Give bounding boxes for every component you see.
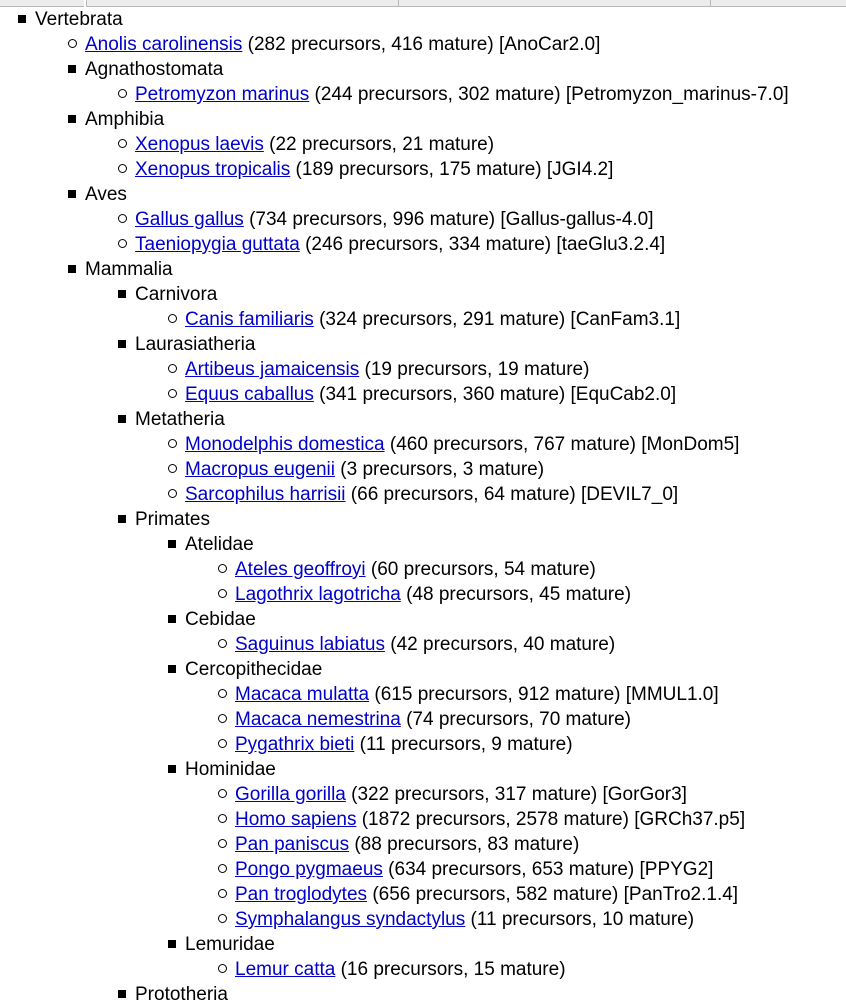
taxon-label: Cebidae — [185, 609, 256, 630]
species-entry — [235, 957, 566, 982]
circle-bullet-icon — [168, 314, 177, 323]
species-stats: (734 precursors, 996 mature) [Gallus-gallus-4.0] — [249, 209, 654, 230]
species-entry — [135, 132, 494, 157]
taxon-label: Metatheria — [135, 409, 225, 430]
square-bullet-icon — [68, 115, 76, 123]
species-link[interactable]: Gorilla gorilla — [235, 784, 346, 805]
taxon-list-item — [0, 7, 846, 32]
species-link[interactable]: Xenopus laevis — [135, 134, 264, 155]
species-list-item — [0, 807, 846, 832]
species-entry — [185, 482, 678, 507]
species-link[interactable]: Saguinus labiatus — [235, 634, 385, 655]
species-entry — [235, 907, 694, 932]
species-stats: (656 precursors, 582 mature) [PanTro2.1.4] — [372, 884, 739, 905]
taxon-list-item — [0, 282, 846, 307]
species-entry — [135, 157, 613, 182]
square-bullet-icon — [118, 290, 126, 298]
circle-bullet-icon — [168, 439, 177, 448]
circle-bullet-icon — [168, 389, 177, 398]
species-link[interactable]: Artibeus jamaicensis — [185, 359, 360, 380]
species-link[interactable]: Homo sapiens — [235, 809, 357, 830]
top-tab-2[interactable] — [86, 0, 398, 7]
species-entry — [235, 732, 573, 757]
circle-bullet-icon — [118, 239, 127, 248]
taxon-list-item — [0, 57, 846, 82]
taxon-label: Carnivora — [135, 284, 218, 305]
species-stats: (3 precursors, 3 mature) — [340, 459, 545, 480]
circle-bullet-icon — [218, 789, 227, 798]
taxon-list-item — [0, 757, 846, 782]
square-bullet-icon — [168, 940, 176, 948]
species-link[interactable]: Pygathrix bieti — [235, 734, 355, 755]
square-bullet-icon — [68, 65, 76, 73]
species-stats: (11 precursors, 10 mature) — [470, 909, 695, 930]
species-list-item — [0, 882, 846, 907]
species-link[interactable]: Anolis carolinensis — [85, 34, 243, 55]
species-entry — [135, 82, 789, 107]
species-link[interactable]: Monodelphis domestica — [185, 434, 385, 455]
circle-bullet-icon — [218, 739, 227, 748]
circle-bullet-icon — [118, 164, 127, 173]
circle-bullet-icon — [218, 714, 227, 723]
species-list-item — [0, 832, 846, 857]
taxon-label: Aves — [85, 184, 127, 205]
square-bullet-icon — [168, 665, 176, 673]
taxon-list-item — [0, 532, 846, 557]
circle-bullet-icon — [68, 39, 77, 48]
species-link[interactable]: Sarcophilus harrisii — [185, 484, 346, 505]
circle-bullet-icon — [218, 889, 227, 898]
circle-bullet-icon — [118, 89, 127, 98]
species-stats: (88 precursors, 83 mature) — [354, 834, 580, 855]
species-stats: (324 precursors, 291 mature) [CanFam3.1] — [319, 309, 681, 330]
circle-bullet-icon — [218, 839, 227, 848]
species-list-item — [0, 557, 846, 582]
square-bullet-icon — [68, 265, 76, 273]
taxon-label: Prototheria — [135, 984, 228, 1005]
species-stats: (74 precursors, 70 mature) — [406, 709, 631, 730]
square-bullet-icon — [168, 765, 176, 773]
taxon-list-item — [0, 932, 846, 957]
species-entry — [185, 307, 680, 332]
species-entry — [185, 457, 544, 482]
taxon-list-item — [0, 507, 846, 532]
taxon-label: Laurasiatheria — [135, 334, 256, 355]
species-list-item — [0, 857, 846, 882]
species-stats: (11 precursors, 9 mature) — [359, 734, 573, 755]
species-list-item — [0, 132, 846, 157]
species-list-item — [0, 632, 846, 657]
square-bullet-icon — [168, 615, 176, 623]
species-entry — [185, 357, 589, 382]
species-link[interactable]: Pongo pygmaeus — [235, 859, 383, 880]
species-link[interactable]: Lemur catta — [235, 959, 336, 980]
species-link[interactable]: Taeniopygia guttata — [135, 234, 300, 255]
species-entry — [235, 857, 713, 882]
species-list-item — [0, 382, 846, 407]
taxon-list-item — [0, 332, 846, 357]
species-list-item — [0, 707, 846, 732]
circle-bullet-icon — [218, 689, 227, 698]
species-stats: (66 precursors, 64 mature) [DEVIL7_0] — [350, 484, 679, 505]
species-link[interactable]: Lagothrix lagotricha — [235, 584, 401, 605]
circle-bullet-icon — [218, 914, 227, 923]
species-entry — [235, 582, 631, 607]
species-list-item — [0, 957, 846, 982]
circle-bullet-icon — [218, 964, 227, 973]
species-list-item — [0, 232, 846, 257]
species-stats: (19 precursors, 19 mature) — [364, 359, 590, 380]
species-link[interactable]: Petromyzon marinus — [135, 84, 310, 105]
species-entry — [135, 232, 665, 257]
species-list-item — [0, 582, 846, 607]
top-tab-3[interactable] — [398, 0, 710, 7]
taxon-label: Primates — [135, 509, 210, 530]
taxon-list-item — [0, 657, 846, 682]
species-stats: (48 precursors, 45 mature) — [406, 584, 632, 605]
species-link[interactable]: Macaca mulatta — [235, 684, 370, 705]
species-entry — [135, 207, 654, 232]
square-bullet-icon — [18, 15, 26, 23]
circle-bullet-icon — [218, 814, 227, 823]
circle-bullet-icon — [118, 214, 127, 223]
taxon-label: Vertebrata — [35, 9, 123, 30]
species-entry — [235, 782, 687, 807]
taxon-list-item — [0, 607, 846, 632]
species-entry — [185, 382, 676, 407]
circle-bullet-icon — [218, 639, 227, 648]
species-stats: (322 precursors, 317 mature) [GorGor3] — [351, 784, 687, 805]
species-list-item — [0, 732, 846, 757]
circle-bullet-icon — [218, 589, 227, 598]
species-list-item — [0, 482, 846, 507]
species-entry — [235, 707, 631, 732]
circle-bullet-icon — [168, 489, 177, 498]
taxon-label: Agnathostomata — [85, 59, 224, 80]
species-entry — [235, 557, 596, 582]
species-link[interactable]: Canis familiaris — [185, 309, 314, 330]
species-link[interactable]: Macaca nemestrina — [235, 709, 401, 730]
species-list-item — [0, 32, 846, 57]
species-stats: (615 precursors, 912 mature) [MMUL1.0] — [374, 684, 719, 705]
square-bullet-icon — [118, 990, 126, 998]
species-list-item — [0, 82, 846, 107]
species-stats: (22 precursors, 21 mature) — [269, 134, 495, 155]
taxon-label: Lemuridae — [185, 934, 275, 955]
circle-bullet-icon — [218, 864, 227, 873]
taxon-label: Atelidae — [185, 534, 254, 555]
circle-bullet-icon — [118, 139, 127, 148]
species-stats: (460 precursors, 767 mature) [MonDom5] — [389, 434, 740, 455]
species-stats: (246 precursors, 334 mature) [taeGlu3.2.4] — [305, 234, 666, 255]
species-link[interactable]: Gallus gallus — [135, 209, 244, 230]
species-link[interactable]: Pan troglodytes — [235, 884, 368, 905]
species-list-item — [0, 157, 846, 182]
top-tab-1[interactable] — [0, 0, 84, 7]
species-entry — [235, 807, 745, 832]
species-list-item — [0, 907, 846, 932]
species-entry — [85, 32, 600, 57]
species-stats: (16 precursors, 15 mature) — [340, 959, 566, 980]
species-stats: (60 precursors, 54 mature) — [370, 559, 596, 580]
species-link[interactable]: Equus caballus — [185, 384, 314, 405]
species-link[interactable]: Macropus eugenii — [185, 459, 335, 480]
species-stats: (341 precursors, 360 mature) [EquCab2.0] — [319, 384, 677, 405]
species-stats: (282 precursors, 416 mature) [AnoCar2.0] — [247, 34, 601, 55]
species-link[interactable]: Symphalangus syndactylus — [235, 909, 466, 930]
taxon-list-item — [0, 107, 846, 132]
species-stats: (634 precursors, 653 mature) [PPYG2] — [388, 859, 714, 880]
species-stats: (1872 precursors, 2578 mature) [GRCh37.p5] — [361, 809, 746, 830]
species-entry — [235, 682, 719, 707]
taxon-label: Hominidae — [185, 759, 276, 780]
species-list-item — [0, 432, 846, 457]
species-list-item — [0, 307, 846, 332]
taxon-list-item — [0, 182, 846, 207]
square-bullet-icon — [168, 540, 176, 548]
circle-bullet-icon — [168, 464, 177, 473]
square-bullet-icon — [118, 415, 126, 423]
square-bullet-icon — [118, 515, 126, 523]
circle-bullet-icon — [168, 364, 177, 373]
species-list-item — [0, 782, 846, 807]
species-list-item — [0, 457, 846, 482]
species-stats: (42 precursors, 40 mature) — [390, 634, 616, 655]
species-entry — [235, 882, 738, 907]
circle-bullet-icon — [218, 564, 227, 573]
species-stats: (244 precursors, 302 mature) [Petromyzon_marinus-7.0] — [314, 84, 789, 105]
species-list-item — [0, 357, 846, 382]
taxon-label: Cercopithecidae — [185, 659, 323, 680]
species-link[interactable]: Pan paniscus — [235, 834, 350, 855]
top-tab-4[interactable] — [710, 0, 846, 7]
taxon-label: Mammalia — [85, 259, 173, 280]
taxon-label: Amphibia — [85, 109, 165, 130]
square-bullet-icon — [68, 190, 76, 198]
species-link[interactable]: Ateles geoffroyi — [235, 559, 366, 580]
species-list-item — [0, 207, 846, 232]
taxon-list-item — [0, 407, 846, 432]
square-bullet-icon — [118, 340, 126, 348]
species-link[interactable]: Xenopus tropicalis — [135, 159, 291, 180]
top-tab-strip — [0, 0, 846, 7]
species-entry — [235, 632, 615, 657]
species-entry — [185, 432, 739, 457]
species-list-item — [0, 682, 846, 707]
taxon-list-item — [0, 257, 846, 282]
species-stats: (189 precursors, 175 mature) [JGI4.2] — [295, 159, 614, 180]
species-entry — [235, 832, 579, 857]
